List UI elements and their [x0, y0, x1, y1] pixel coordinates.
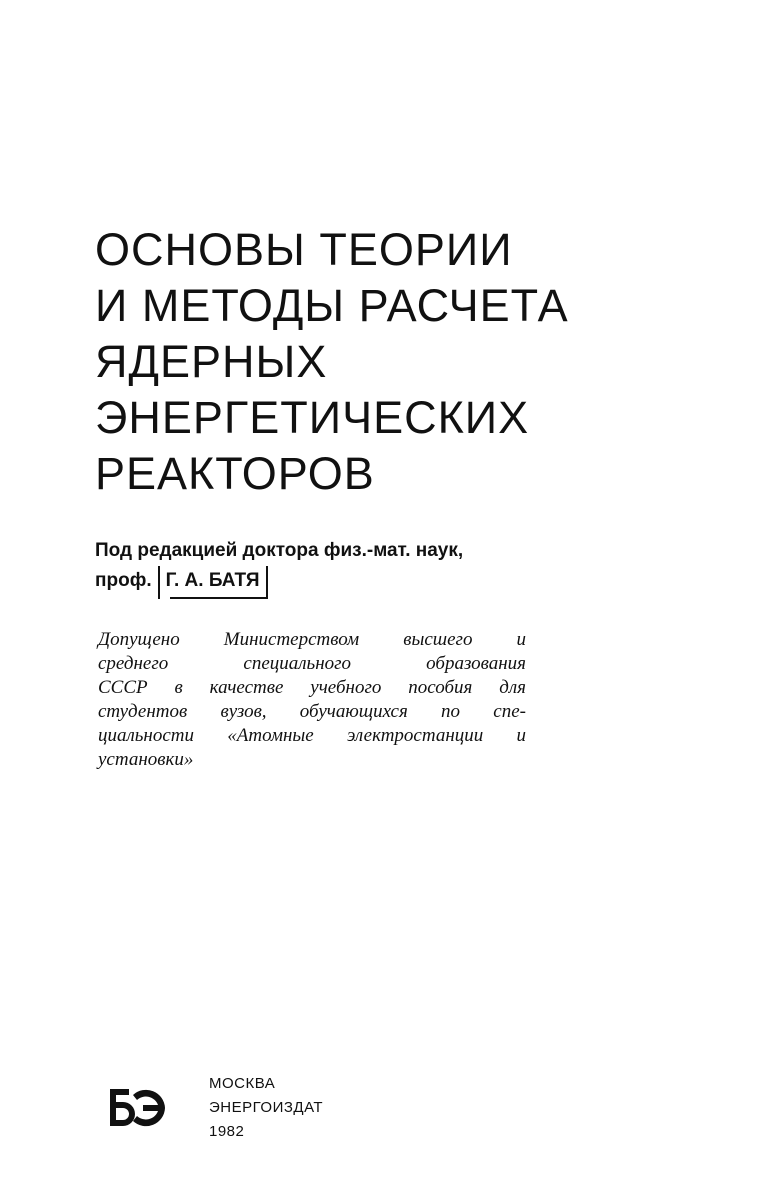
approval-line: среднего специального образования: [98, 653, 526, 674]
title-line: ЭНЕРГЕТИЧЕСКИХ: [95, 392, 530, 443]
title-line: ЯДЕРНЫХ: [95, 336, 328, 387]
publisher-city: МОСКВА: [209, 1075, 276, 1092]
publisher-name: ЭНЕРГОИЗДАТ: [209, 1099, 324, 1116]
approval-line: установки»: [98, 749, 194, 770]
approval-line: СССР в качестве учебного пособия для: [98, 677, 526, 698]
editor-credit: [95, 536, 463, 599]
title-line: И МЕТОДЫ РАСЧЕТА: [95, 280, 569, 331]
editor-name-box: [158, 566, 268, 599]
energoizdat-logo-icon: [107, 1085, 169, 1131]
approval-line: Допущено Министерством высшего и: [98, 629, 526, 650]
approval-line: студентов вузов, обучающихся по спе-: [98, 701, 526, 722]
editor-name: Г. А. БАТЯ: [165, 570, 260, 591]
publication-year: 1982: [209, 1123, 245, 1140]
book-title: [95, 222, 569, 502]
editor-title-prefix: проф.: [95, 570, 152, 591]
editor-line: Под редакцией доктора физ.-мат. наук,: [95, 540, 464, 561]
editor-name-row: [95, 566, 463, 599]
approval-statement: [98, 628, 526, 772]
title-line: ОСНОВЫ ТЕОРИИ: [95, 224, 513, 275]
approval-line: циальности «Атомные электростанции и: [98, 725, 526, 746]
title-line: РЕАКТОРОВ: [95, 448, 375, 499]
publisher-imprint: [209, 1072, 323, 1144]
